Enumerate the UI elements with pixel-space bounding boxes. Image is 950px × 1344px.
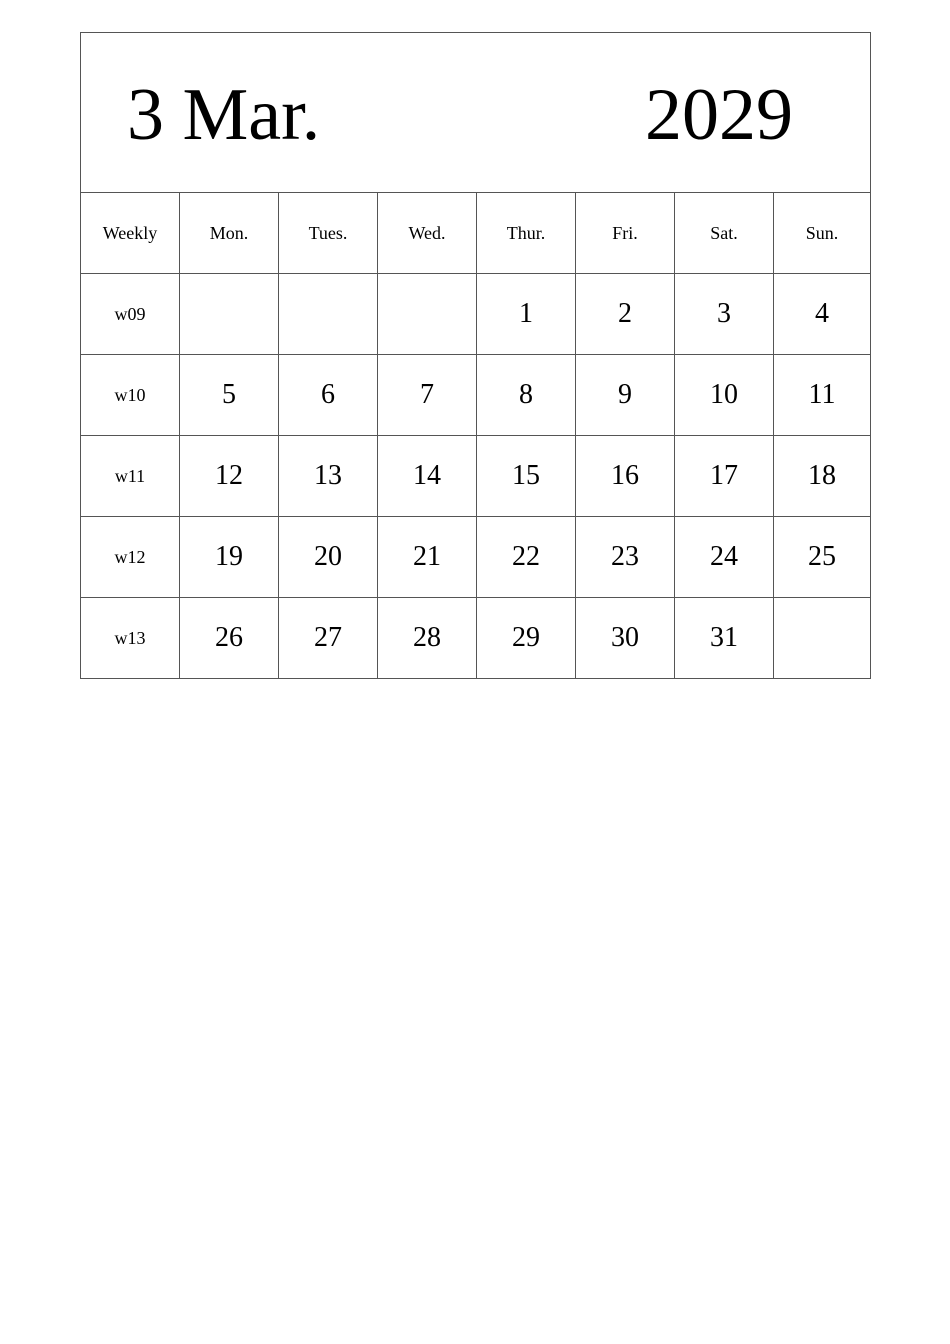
week-number: w12 <box>81 517 180 598</box>
weekday-header-row <box>81 193 871 274</box>
year-title: 2029 <box>645 74 793 156</box>
calendar-title <box>81 33 871 193</box>
header-fri: Fri. <box>576 193 675 274</box>
header-tue: Tues. <box>279 193 378 274</box>
day-cell: 10 <box>675 355 774 436</box>
day-cell: 8 <box>477 355 576 436</box>
day-cell <box>774 598 871 679</box>
day-cell: 31 <box>675 598 774 679</box>
week-row <box>81 274 871 355</box>
day-cell: 27 <box>279 598 378 679</box>
week-number: w11 <box>81 436 180 517</box>
day-cell: 30 <box>576 598 675 679</box>
day-cell: 17 <box>675 436 774 517</box>
day-cell: 22 <box>477 517 576 598</box>
week-row <box>81 355 871 436</box>
day-cell: 19 <box>180 517 279 598</box>
day-cell: 18 <box>774 436 871 517</box>
week-number: w09 <box>81 274 180 355</box>
month-title: 3 Mar. <box>127 74 321 156</box>
day-cell: 23 <box>576 517 675 598</box>
day-cell: 3 <box>675 274 774 355</box>
day-cell: 5 <box>180 355 279 436</box>
day-cell: 4 <box>774 274 871 355</box>
day-cell: 13 <box>279 436 378 517</box>
day-cell: 28 <box>378 598 477 679</box>
header-wed: Wed. <box>378 193 477 274</box>
day-cell <box>378 274 477 355</box>
day-cell: 14 <box>378 436 477 517</box>
day-cell: 11 <box>774 355 871 436</box>
day-cell <box>279 274 378 355</box>
day-cell: 24 <box>675 517 774 598</box>
day-cell: 12 <box>180 436 279 517</box>
day-cell <box>180 274 279 355</box>
day-cell: 25 <box>774 517 871 598</box>
day-cell: 9 <box>576 355 675 436</box>
week-number: w10 <box>81 355 180 436</box>
day-cell: 16 <box>576 436 675 517</box>
header-sat: Sat. <box>675 193 774 274</box>
title-row <box>81 33 871 193</box>
week-row <box>81 517 871 598</box>
day-cell: 1 <box>477 274 576 355</box>
day-cell: 21 <box>378 517 477 598</box>
week-number: w13 <box>81 598 180 679</box>
day-cell: 26 <box>180 598 279 679</box>
day-cell: 15 <box>477 436 576 517</box>
week-row <box>81 436 871 517</box>
header-thu: Thur. <box>477 193 576 274</box>
day-cell: 2 <box>576 274 675 355</box>
header-weekly: Weekly <box>81 193 180 274</box>
header-sun: Sun. <box>774 193 871 274</box>
day-cell: 7 <box>378 355 477 436</box>
day-cell: 6 <box>279 355 378 436</box>
day-cell: 20 <box>279 517 378 598</box>
header-mon: Mon. <box>180 193 279 274</box>
day-cell: 29 <box>477 598 576 679</box>
week-row <box>81 598 871 679</box>
calendar-table <box>80 32 871 679</box>
